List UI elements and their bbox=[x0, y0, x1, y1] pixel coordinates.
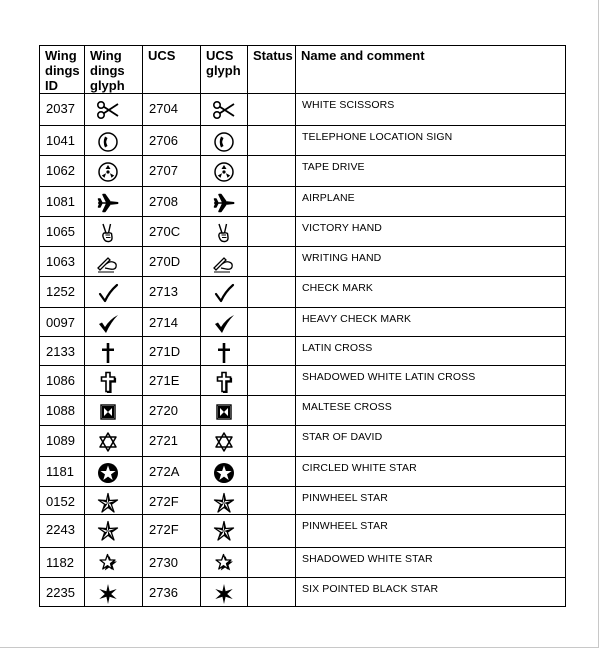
wingdings-glyph-cell bbox=[85, 187, 143, 217]
heavy-check-mark-icon bbox=[96, 313, 120, 335]
wingdings-id-cell: 1062 bbox=[40, 156, 85, 187]
heavy-check-mark-icon bbox=[212, 313, 236, 335]
name-comment-cell: AIRPLANE bbox=[296, 187, 566, 217]
wingdings-id-cell: 1063 bbox=[40, 247, 85, 277]
name-comment-cell: CHECK MARK bbox=[296, 277, 566, 308]
wingdings-glyph-cell bbox=[85, 217, 143, 247]
telephone-location-icon bbox=[212, 131, 236, 153]
ucs-code-cell: 2721 bbox=[143, 426, 201, 457]
name-comment-cell: PINWHEEL STAR bbox=[296, 515, 566, 548]
ucs-glyph-cell bbox=[201, 156, 248, 187]
tape-drive-icon bbox=[212, 161, 236, 183]
ucs-glyph-cell bbox=[201, 94, 248, 126]
name-comment-cell: VICTORY HAND bbox=[296, 217, 566, 247]
ucs-glyph-cell bbox=[201, 308, 248, 337]
star-of-david-icon bbox=[96, 431, 120, 453]
table-row bbox=[40, 126, 566, 156]
wingdings-id-cell: 1065 bbox=[40, 217, 85, 247]
ucs-glyph-cell bbox=[201, 126, 248, 156]
name-comment-cell: SIX POINTED BLACK STAR bbox=[296, 578, 566, 607]
wingdings-glyph-cell bbox=[85, 277, 143, 308]
wingdings-glyph-cell bbox=[85, 156, 143, 187]
ucs-glyph-cell bbox=[201, 366, 248, 396]
name-comment-cell: WRITING HAND bbox=[296, 247, 566, 277]
status-cell bbox=[248, 578, 296, 607]
name-comment-cell: WHITE SCISSORS bbox=[296, 94, 566, 126]
status-cell bbox=[248, 156, 296, 187]
victory-hand-icon bbox=[96, 222, 120, 244]
header-ucs-glyph: UCS glyph bbox=[201, 46, 248, 94]
wingdings-glyph-cell bbox=[85, 515, 143, 548]
table-row bbox=[40, 247, 566, 277]
name-comment-cell: STAR OF DAVID bbox=[296, 426, 566, 457]
name-comment-cell: SHADOWED WHITE STAR bbox=[296, 548, 566, 578]
table-row bbox=[40, 457, 566, 487]
name-comment-cell: HEAVY CHECK MARK bbox=[296, 308, 566, 337]
circled-white-star-icon bbox=[212, 462, 236, 484]
table-row bbox=[40, 578, 566, 607]
table-row bbox=[40, 396, 566, 426]
tape-drive-icon bbox=[96, 161, 120, 183]
ucs-glyph-cell bbox=[201, 487, 248, 515]
status-cell bbox=[248, 487, 296, 515]
ucs-code-cell: 2736 bbox=[143, 578, 201, 607]
status-cell bbox=[248, 94, 296, 126]
ucs-code-cell: 2713 bbox=[143, 277, 201, 308]
status-cell bbox=[248, 337, 296, 366]
writing-hand-icon bbox=[96, 252, 120, 274]
status-cell bbox=[248, 308, 296, 337]
ucs-code-cell: 270C bbox=[143, 217, 201, 247]
wingdings-id-cell: 2243 bbox=[40, 515, 85, 548]
status-cell bbox=[248, 217, 296, 247]
table-row bbox=[40, 187, 566, 217]
ucs-code-cell: 2714 bbox=[143, 308, 201, 337]
shadowed-latin-cross-icon bbox=[96, 371, 120, 393]
wingdings-id-cell: 1081 bbox=[40, 187, 85, 217]
six-pointed-black-star-icon bbox=[96, 583, 120, 605]
wingdings-id-cell: 1089 bbox=[40, 426, 85, 457]
status-cell bbox=[248, 426, 296, 457]
table-row bbox=[40, 308, 566, 337]
wingdings-glyph-cell bbox=[85, 337, 143, 366]
pinwheel-star-icon bbox=[96, 520, 120, 542]
name-comment-cell: LATIN CROSS bbox=[296, 337, 566, 366]
status-cell bbox=[248, 187, 296, 217]
header-wingdings-glyph: Wing dings glyph bbox=[85, 46, 143, 94]
wingdings-id-cell: 1181 bbox=[40, 457, 85, 487]
wingdings-glyph-cell bbox=[85, 366, 143, 396]
pinwheel-star-icon bbox=[212, 520, 236, 542]
shadowed-white-star-icon bbox=[96, 553, 120, 575]
ucs-code-cell: 2720 bbox=[143, 396, 201, 426]
status-cell bbox=[248, 457, 296, 487]
name-comment-cell: CIRCLED WHITE STAR bbox=[296, 457, 566, 487]
pinwheel-star-icon bbox=[212, 492, 236, 514]
ucs-code-cell: 272F bbox=[143, 515, 201, 548]
ucs-glyph-cell bbox=[201, 187, 248, 217]
pinwheel-star-icon bbox=[96, 492, 120, 514]
status-cell bbox=[248, 548, 296, 578]
airplane-icon bbox=[96, 192, 120, 214]
wingdings-glyph-cell bbox=[85, 396, 143, 426]
check-mark-icon bbox=[96, 282, 120, 304]
table-row bbox=[40, 156, 566, 187]
ucs-code-cell: 272A bbox=[143, 457, 201, 487]
latin-cross-icon bbox=[96, 342, 120, 364]
star-of-david-icon bbox=[212, 431, 236, 453]
wingdings-id-cell: 1041 bbox=[40, 126, 85, 156]
header-row bbox=[40, 46, 566, 94]
ucs-glyph-cell bbox=[201, 578, 248, 607]
name-comment-cell: TAPE DRIVE bbox=[296, 156, 566, 187]
name-comment-cell: SHADOWED WHITE LATIN CROSS bbox=[296, 366, 566, 396]
writing-hand-icon bbox=[212, 252, 236, 274]
name-comment-cell: PINWHEEL STAR bbox=[296, 487, 566, 515]
maltese-cross-icon bbox=[212, 401, 236, 423]
check-mark-icon bbox=[212, 282, 236, 304]
wingdings-glyph-cell bbox=[85, 457, 143, 487]
scissors-icon bbox=[96, 99, 120, 121]
table-row bbox=[40, 217, 566, 247]
wingdings-id-cell: 0097 bbox=[40, 308, 85, 337]
wingdings-id-cell: 1088 bbox=[40, 396, 85, 426]
victory-hand-icon bbox=[212, 222, 236, 244]
wingdings-id-cell: 2235 bbox=[40, 578, 85, 607]
shadowed-latin-cross-icon bbox=[212, 371, 236, 393]
telephone-location-icon bbox=[96, 131, 120, 153]
header-status: Status bbox=[248, 46, 296, 94]
table-row bbox=[40, 548, 566, 578]
wingdings-id-cell: 1182 bbox=[40, 548, 85, 578]
wingdings-glyph-cell bbox=[85, 487, 143, 515]
wingdings-id-cell: 0152 bbox=[40, 487, 85, 515]
header-ucs: UCS bbox=[143, 46, 201, 94]
status-cell bbox=[248, 277, 296, 308]
wingdings-id-cell: 1086 bbox=[40, 366, 85, 396]
ucs-glyph-cell bbox=[201, 247, 248, 277]
wingdings-table bbox=[39, 45, 566, 607]
name-comment-cell: MALTESE CROSS bbox=[296, 396, 566, 426]
status-cell bbox=[248, 247, 296, 277]
ucs-code-cell: 272F bbox=[143, 487, 201, 515]
wingdings-id-cell: 2037 bbox=[40, 94, 85, 126]
scissors-icon bbox=[212, 99, 236, 121]
circled-white-star-icon bbox=[96, 462, 120, 484]
header-wingdings-id: Wing dings ID bbox=[40, 46, 85, 94]
header-name-and-comment: Name and comment bbox=[296, 46, 566, 94]
wingdings-id-cell: 2133 bbox=[40, 337, 85, 366]
wingdings-glyph-cell bbox=[85, 126, 143, 156]
latin-cross-icon bbox=[212, 342, 236, 364]
ucs-glyph-cell bbox=[201, 337, 248, 366]
ucs-code-cell: 2704 bbox=[143, 94, 201, 126]
airplane-icon bbox=[212, 192, 236, 214]
ucs-glyph-cell bbox=[201, 277, 248, 308]
ucs-glyph-cell bbox=[201, 457, 248, 487]
ucs-code-cell: 2730 bbox=[143, 548, 201, 578]
status-cell bbox=[248, 366, 296, 396]
wingdings-glyph-cell bbox=[85, 247, 143, 277]
wingdings-glyph-cell bbox=[85, 578, 143, 607]
wingdings-glyph-cell bbox=[85, 548, 143, 578]
maltese-cross-icon bbox=[96, 401, 120, 423]
status-cell bbox=[248, 515, 296, 548]
ucs-code-cell: 271D bbox=[143, 337, 201, 366]
six-pointed-black-star-icon bbox=[212, 583, 236, 605]
table-row bbox=[40, 487, 566, 515]
ucs-code-cell: 270D bbox=[143, 247, 201, 277]
ucs-glyph-cell bbox=[201, 515, 248, 548]
table-row bbox=[40, 515, 566, 548]
shadowed-white-star-icon bbox=[212, 553, 236, 575]
table-row bbox=[40, 426, 566, 457]
wingdings-glyph-cell bbox=[85, 308, 143, 337]
table-row bbox=[40, 277, 566, 308]
ucs-code-cell: 2706 bbox=[143, 126, 201, 156]
ucs-glyph-cell bbox=[201, 548, 248, 578]
name-comment-cell: TELEPHONE LOCATION SIGN bbox=[296, 126, 566, 156]
ucs-glyph-cell bbox=[201, 426, 248, 457]
table-row bbox=[40, 366, 566, 396]
ucs-code-cell: 2707 bbox=[143, 156, 201, 187]
wingdings-id-cell: 1252 bbox=[40, 277, 85, 308]
wingdings-glyph-cell bbox=[85, 426, 143, 457]
status-cell bbox=[248, 396, 296, 426]
table-row bbox=[40, 94, 566, 126]
status-cell bbox=[248, 126, 296, 156]
ucs-glyph-cell bbox=[201, 217, 248, 247]
ucs-code-cell: 2708 bbox=[143, 187, 201, 217]
table-row bbox=[40, 337, 566, 366]
wingdings-glyph-cell bbox=[85, 94, 143, 126]
ucs-glyph-cell bbox=[201, 396, 248, 426]
ucs-code-cell: 271E bbox=[143, 366, 201, 396]
